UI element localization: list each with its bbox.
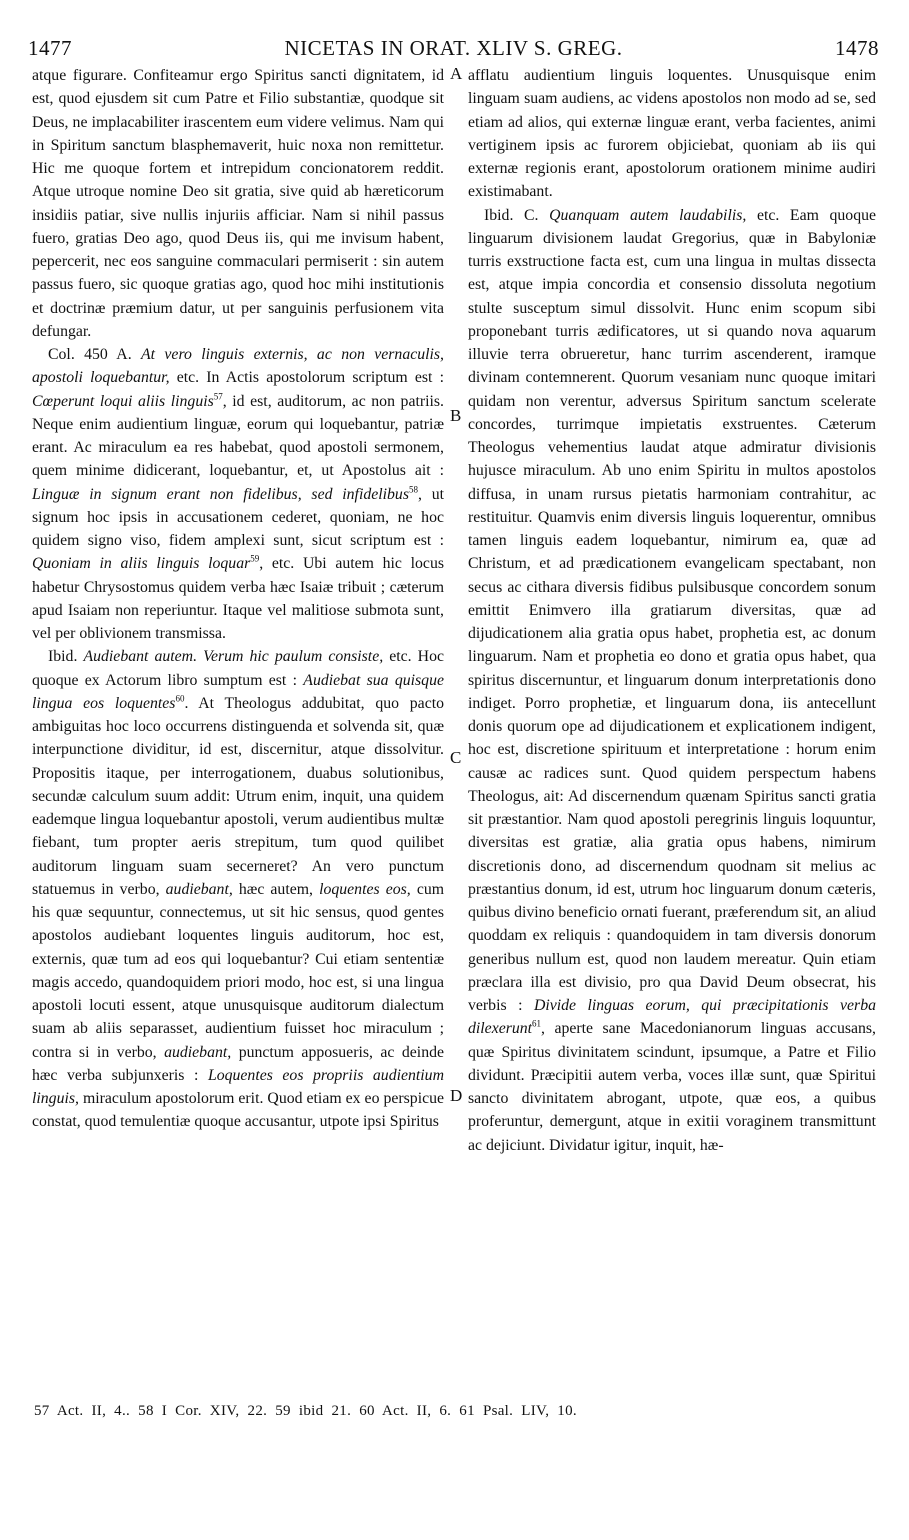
right-paragraph-1: afflatu audientium linguis loquentes. Unusquisque enim linguam suam audiens, ac videns apostolos non modo ad se, sed etiam ad alios, qui externæ linguæ erant, verba facientes, animi vertiginem ipsis ac furorem objiciebat, quoniam ab iis qui externæ regionis erant, apostolorum orationem minime audiri existimabant.	[468, 67, 876, 201]
body-text: , id est, auditorum, ac non patriis. Neque enim audientium linguæ, eorum qui loquebantur, patriæ erant. Ac miraculum ea res habebat, quod apostoli sermonem, quem minime didicerant, loquebantur, et, ut Apostolus ait :	[32, 392, 444, 480]
left-paragraph-2	[32, 343, 444, 645]
left-paragraph-1: atque figurare. Confiteamur ergo Spiritus sancti dignitatem, id est, quod ejusdem sit cum Patre et Filio substantiæ, quodque sit Deus, ne implacabiliter irascentem eum videre velimus. Nam qui in Spiritum sanctum blasphemaverit, huic noxa non remittetur. Hic me quoque fortem et intrepidum concionatorem reddit. Atque utroque nomine Deo sit gratia, sive quid ab hæreticorum insidiis patiar, sive nullis injuriis afficiar. Nam si nihil passus fuero, gratias Deo ago, quod Deus iis, qui me invisum habent, pepercerit, nec eos sanguine commaculari permiserit : sin autem passus fuero, sic quoque gratias ago, quod hoc mihi institutionis et doctrinæ præmium datur, ut per sanguinis perfusionem vita defungar.	[32, 67, 444, 340]
footnote-ref: 60	[175, 693, 185, 704]
margin-letter-a: A	[450, 64, 463, 83]
quote-italic: audiebant,	[165, 880, 233, 898]
running-title: NICETAS IN ORAT. XLIV S. GREG.	[284, 36, 623, 60]
footnote-ref: 59	[250, 553, 260, 564]
quote-italic: Quoniam in aliis linguis loquar	[32, 555, 251, 573]
quote-italic: loquentes eos,	[319, 880, 411, 898]
body-text: , etc. Ubi autem hic locus habetur Chrysostomus quidem verba hæc Isaiæ tribuit ; cæterum apud Isaiam non reperiuntur. Itaque vel malitiose submota sunt, vel per oblivionem transmissa.	[32, 555, 444, 642]
margin-letter-d: D	[450, 1086, 463, 1105]
body-text: cum his quæ sequuntur, connectemus, ut sit hic sensus, quod gentes apostolos audiebant loquentes linguis auditorum, hoc est, externis, quæ tum ad eos qui loquebantur? Cui etiam sententiæ magis accedo, quandoquidem priori modo, hoc est, si una lingua apostoli locuti essent, atque unusquisque auditorum dialectum suam ab aliis separasset, audientium fuisset hoc miraculum ; contra si in verbo,	[32, 880, 445, 1061]
body-text: , aperte sane Macedonianorum linguas accusans, quæ Spiritus divinitatem scindunt, ipsumque, a Patre et Filio dividunt. Præcipitii autem verba, voces illæ sunt, quæ Spiritui sancto divinitatem abrogant, utpote, quæ eos, a quibus proferuntur, demergunt, atque in exitii voraginem transmittunt ac dejiciunt. Dividatur igitur, inquit, hæ-	[468, 1020, 876, 1154]
quote-italic: audiebant,	[164, 1043, 232, 1061]
body-text: etc. In Actis apostolorum scriptum est :	[176, 369, 444, 387]
lemma-italic: Quanquam autem laudabilis,	[549, 206, 747, 224]
footnote-59: 59 ibid 21.	[275, 1403, 352, 1419]
footnote-ref: 58	[408, 484, 418, 495]
body-text: etc. Eam quoque linguarum divisionem laudat Gregorius, quæ in Babyloniæ turris exstructione facta est, cum una lingua in multas dissecta est, atque impia concordia et consensio dissoluta negotium stulte susceptum simul dissolvit. Hunc enim scopum sibi proponebant turris ædificatores, ut si quando nova aquarum illuvie terra obrueretur, hanc turrim ascenderent, iramque divinam contemnerent. Quorum vesaniam nunc quoque imitari quidam non verentur, adversus Spiritum sanctum scelerate concordes, turrimque impietatis exstruentes. Cæterum Theologus vehementius laudat atque admiratur divisionis hujusce miraculum. Ab uno enim Spiritu in multos apostolos diffusa, in unam rursus pietatis harmoniam contrahitur, ac restituitur. Quamvis enim diversis linguis loquerentur, omnibus tamen linguis eadem loquebantur, nimirum ea, quæ ad Christum, et ad prædicationem evangelicam spectabant, non secus ac cithara diversis fidibus pulsibusque concordem sonum emittit Enimvero illa gratiarum diversitas, quæ ad dijudicationem alia gratia opus habet, prophetia est, ac donum linguarum. Nam et prophetia eo dono et gratia opus habet, qua spiritus discernuntur, et linguarum donum interpretationis dono indiget. Porro prophetiæ, et linguarum dona, iis antecellunt donis quorum ope ad dijudicationem et explicationem indigent, hoc est, discretione spirituum et interpretatione : horum enim causæ ac radices sunt. Quod quidem perspectum habens Theologus, ait: Ad discernendum quænam Spiritus sancti gratia sit præstantior. Nam quod apostoli peregrinis linguis loquuntur, diversitas est gratiæ, alia gratia opus habens, nimirum discretionis dono, ad discernendum quodnam sit melius ac præstantius donum, id est, utrum hoc linguarum donum cæteris, quibus divino beneficio ornati fuerant, præferendum sit, an aliud quoddam ex reliquis : quandoquidem in tam diversis donorum generibus nullum est, quod non laudem mereatur. Quin etiam præclara illa est divisio, pro qua David Deum obsecrat, his verbis :	[468, 206, 876, 1014]
quote-italic: Cœperunt loqui aliis linguis	[32, 392, 214, 410]
footnotes: 57 Act. II, 4.. 58 I Cor. XIV, 22. 59 ibid 21. 60 Act. II, 6. 61 Psal. LIV, 10.	[34, 1403, 577, 1419]
running-header	[28, 36, 879, 66]
quote-italic: Audiebat sua quisque lingua eos loquentes	[32, 671, 444, 712]
right-paragraph-2	[468, 204, 876, 1157]
quote-italic: Divide linguas eorum, qui præcipitationis verba dilexerunt	[468, 997, 876, 1038]
col-reference: Ibid.	[48, 648, 78, 666]
page-number-left: 1477	[28, 36, 72, 60]
left-column	[32, 64, 444, 1134]
footnote-58: 58 I Cor. XIV, 22.	[138, 1403, 268, 1419]
margin-letter-b: B	[450, 406, 462, 425]
col-reference: Ibid. C.	[484, 206, 539, 224]
page-number-right: 1478	[835, 36, 879, 60]
footnote-60: 60 Act. II, 6.	[359, 1403, 452, 1419]
lemma-italic: At vero linguis externis, ac non vernaculis, apostoli loquebantur,	[32, 346, 444, 387]
footnote-61: 61 Psal. LIV, 10.	[459, 1403, 577, 1419]
footnote-57: 57 Act. II, 4.	[34, 1403, 127, 1419]
body-text: , ut signum hoc ipsis in accusationem cederet, quoniam, ne hoc quidem signo viso, fidem amplexi sunt, sicut scriptum est :	[32, 485, 445, 549]
lemma-italic: Audiebant autem. Verum hic paulum consiste,	[83, 648, 384, 666]
body-text: etc. Hoc quoque ex Actorum libro sumptum est :	[32, 648, 444, 689]
quote-italic: Linguæ in signum erant non fidelibus, sed infidelibus	[32, 485, 409, 503]
col-reference: Col. 450 A.	[48, 346, 132, 363]
footnote-ref: 57	[213, 391, 223, 402]
quote-italic: Loquentes eos propriis audientium linguis,	[32, 1066, 444, 1107]
left-paragraph-3	[32, 645, 444, 1133]
body-text: punctum apposueris, ac deinde hæc verba subjunxeris :	[32, 1043, 444, 1084]
footnote-ref: 61	[532, 1018, 542, 1029]
margin-letter-c: C	[450, 748, 462, 767]
right-column	[468, 64, 876, 1157]
body-text: hæc autem,	[238, 880, 313, 898]
body-text: . At Theologus addubitat, quo pacto ambiguitas hoc loco occurrens distinguenda et solvenda sit, quæ interpunctione dividitur, id est, discernitur, atque dissolvitur. Propositis itaque, per interrogationem, duabus solutionibus, secundæ calculum suum addit: Utrum enim, inquit, una quidem eademque lingua loquebantur apostoli, verum audientibus multæ fiebant, tum propter aeris strepitum, tum quod quilibet auditorum linguam suam secerneret? An vero punctum statuemus in verbo,	[32, 694, 444, 898]
body-text: miraculum apostolorum erit. Quod etiam ex eo perspicue constat, quod temulentiæ quoque accusantur, utpote ipsi Spiritus	[32, 1090, 444, 1131]
